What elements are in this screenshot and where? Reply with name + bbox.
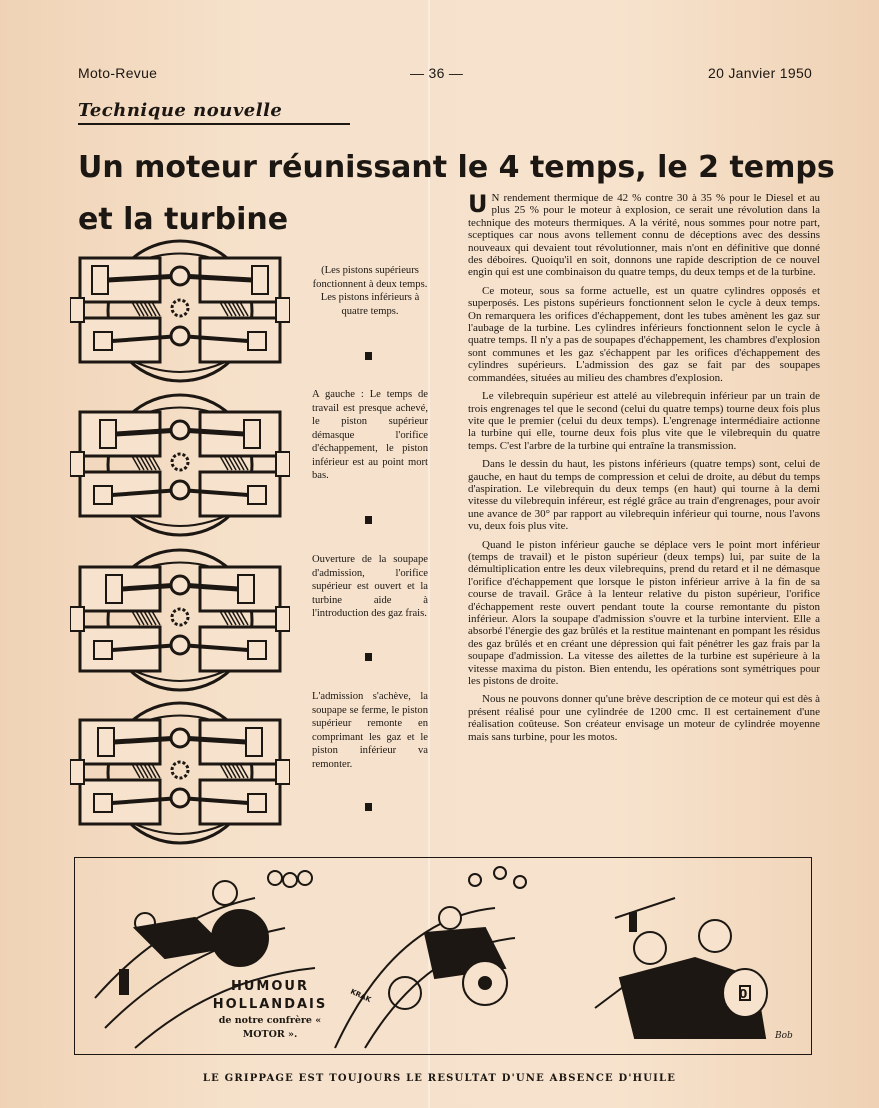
article-title: Un moteur réunissant le 4 temps, le 2 temps et la turbine [78, 150, 835, 237]
diagram-caption-4: L'admission s'achève, la soupape se ferme, le piston supérieur remonte en comprimant les gaz et le piston inférieur va remonter. [312, 691, 428, 770]
engine-diagram-2 [70, 390, 290, 540]
separator-square [365, 653, 372, 661]
separator-square [365, 803, 372, 811]
engine-diagram-3 [70, 545, 290, 695]
article-paragraph: Dans le dessin du haut, les pistons inférieurs (quatre temps) sont, celui de gauche, en haut du temps de compression et celui de droite, au début du temps d'aspiration. Le vilebrequin du deux temps (en haut) qui tourne à la demi vitesse du vilebrequin inféreur, est réglé grâce au train d'engrenages, pour avoir une avance de 30° par rapport au vilebrequin inférieur qui tourne, nous l'avons vu, deux fois plus vite. [468, 458, 820, 533]
engine-diagram-4 [70, 698, 290, 848]
drop-cap: U [468, 190, 488, 218]
sign-text: KRAK [349, 987, 373, 1004]
footer-slogan: LE GRIPPAGE EST TOUJOURS LE RESULTAT D'UNE ABSENCE D'HUILE [202, 1073, 677, 1084]
engine-diagram-1 [70, 236, 290, 386]
cartoon-panel [74, 857, 812, 1055]
plate-text: 0 [739, 987, 748, 1001]
section-label: Technique nouvelle [78, 100, 350, 125]
article-paragraph: U N rendement thermique de 42 % contre 30 à 35 % pour le Diesel et au plus 25 % pour le moteur à explosion, ce serait une révolution dans la technique des moteurs thermiques. A la vérité, nous sommes pour notre part, sceptiques car nous avons tellement connu de déceptions avec des dessins nouveaux qui devaient tout révolutionner, mais n'ont en définitive que donné des déboires. Quoiqu'il en soit, donnons une rapide description de ce nouvel engin qui est une combinaison du quatre temps, du deux temps et de la turbine. [468, 190, 820, 279]
diagram-caption-2: A gauche : Le temps de travail est presque achevé, le piston supérieur démasque l'orifice d'échappement, le piston inférieur est au point mort bas. [312, 389, 428, 481]
diagram-caption-3: Ouverture de la soupape d'admission, l'orifice supérieur est ouvert et la turbine aide à l'introduction des gaz frais. [312, 554, 428, 619]
separator-square [365, 516, 372, 524]
cartoon-caption [200, 978, 340, 1042]
article-paragraph: Nous ne pouvons donner qu'une brève description de ce moteur qui est dès à présent réalisé pour une cylindrée de 1200 cmc. Il est certainement d'une réalisation coûteuse. Son créateur envisage un moteur de cylindrée moyenne mais sans turbine, pour les motos. [468, 693, 820, 743]
diagram-caption-1: (Les pistons supérieurs fonctionnent à deux temps. Les pistons inférieurs à quatre temps. [312, 265, 428, 317]
article-body [468, 192, 820, 749]
article-paragraph: Le vilebrequin supérieur est attelé au vilebrequin inférieur par un train de trois engrenages tel que le second (celui du quatre temps) tourne deux fois plus vite que le premier (celui du deux temps). L'engrenage intermédiaire actionne la turbine qui elle, tourne deux fois plus vite que le vilebrequin du quatre temps. C'est l'arbre de la turbine qui entraîne la transmission. [468, 390, 820, 452]
article-paragraph: Ce moteur, sous sa forme actuelle, est un quatre cylindres opposés et superposés. Les pistons supérieurs fonctionnent selon le cycle à deux temps. On remarquera les orifices d'échappement, dont les tubes amènent les gaz sur l'aubage de la turbine. Les cylindres inférieurs fonctionnent selon le cycle à quatre temps. Il n'y a pas de soupapes d'échappement, les chambres d'explosion sont communes et les gaz s'échappent par les orifices d'échappement des cylindres supérieurs. L'admission des gaz se fait par des soupapes commandées, situées au milieu des chambres d'explosion. [468, 284, 820, 384]
publication-name: Moto-Revue [78, 65, 158, 81]
cartoon-credit: de notre confrère « MOTOR ». [218, 1015, 322, 1040]
article-paragraph: Quand le piston inférieur gauche se déplace vers le point mort inférieur (temps de travail) et le piston supérieur (deux temps) lui, par suite de la démultiplication entre les deux vilebrequins, prend du retard et il ne démasque l'orifice d'échappement que lorsque le piston inférieur arrive à la fin de sa course de travail. Grâce à la lenteur relative du piston supérieur, l'orifice d'échappement reste ouvert pendant toute la course remontante du piston inférieur. Alors la soupape d'admission s'ouvre et la turbine intervient. Elle a absorbé l'énergie des gaz brûlés et la restitue maintenant en pompant les résidus des gaz brûlés et en créant une dépression qui fait pénétrer les gaz frais par la soupape d'admission. La vitesse des ailettes de la turbine est supérieure à la vitesse maxima du piston. Bien entendu, les opérations sont symétriques pour les pistons de droite. [468, 538, 820, 688]
issue-date: 20 Janvier 1950 [708, 65, 813, 81]
cartoon-title-line2: HOLLANDAIS [212, 997, 328, 1012]
artist-signature: Bob [775, 1031, 793, 1041]
cartoon-title-line1: HUMOUR [231, 979, 309, 994]
separator-square [365, 352, 372, 360]
cartoon-illustration [75, 858, 811, 1054]
page-number: — 36 — [410, 65, 464, 81]
